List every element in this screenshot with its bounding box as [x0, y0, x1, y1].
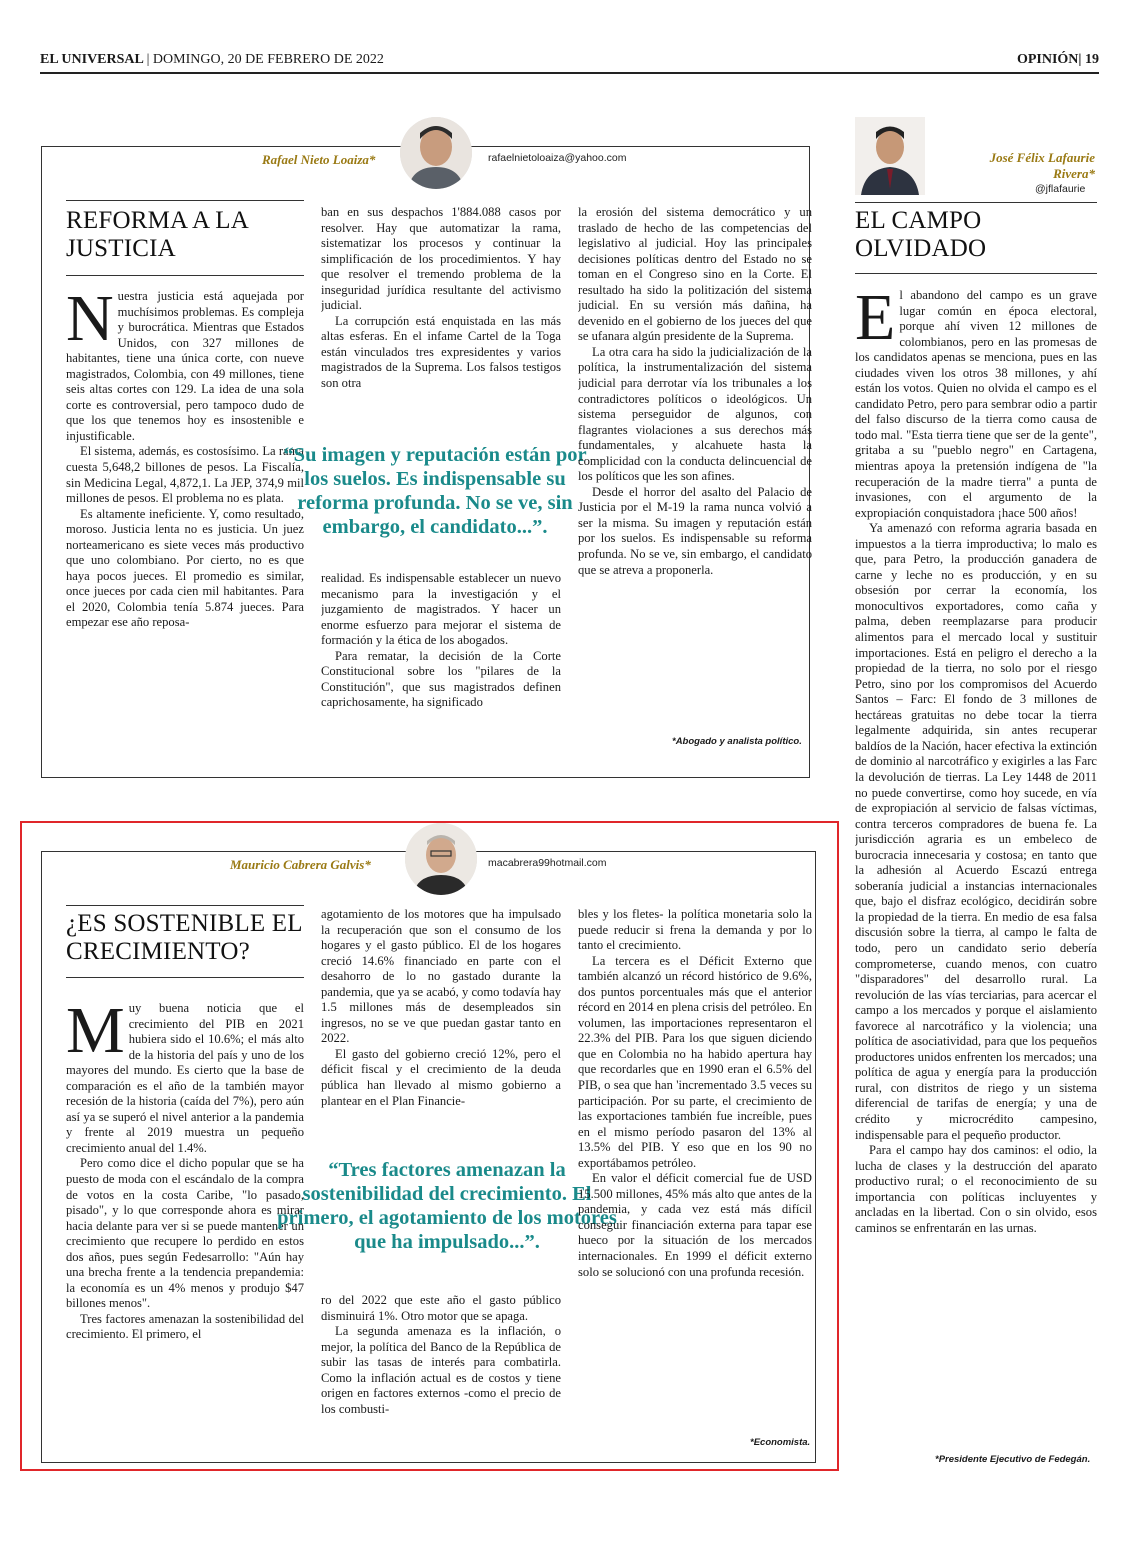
title-rule-1b: [66, 275, 304, 276]
author-name-2: Mauricio Cabrera Galvis*: [230, 857, 371, 872]
title-rule-2b: [66, 977, 304, 978]
masthead: EL UNIVERSAL | DOMINGO, 20 DE FEBRERO DE 2022: [40, 52, 384, 67]
title-rule-3b: [855, 273, 1097, 274]
author-photo-2: [405, 823, 477, 895]
paper-name: EL UNIVERSAL: [40, 52, 144, 67]
article-2-column-2b: ro del 2022 que este año el gasto público disminuirá 1%. Otro motor que se apaga. La segunda amenaza es la inflación, o mejor, la política del Banco de la República de subir las tasas de interés para combatirla. Como la inflación actual es de costos y tiene origen en factores externos -como el precio de los combusti-: [321, 1293, 561, 1416]
title-rule-1: [66, 200, 304, 201]
author-bio-2: *Economista.: [750, 1437, 811, 1448]
author-photo-1: [400, 117, 472, 189]
article-3-column: E l abandono del campo es un grave lugar común en época electoral, porque ahí viven 12 millones de colombianos, pero en las promesas de los candidatos apenas se menciona, pues en las ciudades viven los otros 38 millones, y ahí están los votos. Quien no olvida el campo es el candidato Petro, pero para sembrar odio a partir del falso discurso de la tierra como causa de todo mal. "Esta tierra tiene que ser de la gente", gritaba a su "pueblo negro" en Cartagena, mientras apoya la pretensión indígena de "la recuperación de la madre tierra" a punta de invasiones, con el argumento de la expropiación conquistadora ¡hace 500 años! Ya amenazó con reforma agraria basada en impuestos a la tierra improductiva; lo malo es que, para Petro, la producción ganadera de carne y leche no es producción, y en su obsesión por cerrar la economía, los monocultivos exportadores, como caña y palma, deben reemplazarse para producir alimentos para el mercado local y sustituir importaciones. Está en peligro el derecho a la propiedad de la tierra, no solo por el riesgo Petro, sino por los compromisos del Acuerdo Santos – Farc: El fondo de 3 millones de hectáreas gratuitas no debe tocar la tierra legalmente adquirida, sin antes recuperar baldíos de la Nación, hacer efectiva la extinción de dominio al narcotráfico y exigirles a las Farc la devolución de tierras. La Ley 1448 de 2011 no puede convertirse, como hoy sucede, en vía de expropiación al servicio de falsas víctimas, contra terceros compradores de buena fe. La jurisdicción agraria es un embeleco de burocracia innecesaria y costosa; en tanto que la adhesión al Acuerdo Escazú entrega soberanía judicial a instancias internacionales que, bajo el disfraz ecológico, decidirán sobre la propiedad de la tierra. En medio de esa falsa discusión sobre la tierra, al campo le falta de todo, pero un candidato serio debería comprometerse, cuando menos, con cuatro "disparadores" del desarrollo rural. La revolución de las vías terciarias, para acercar el campo a los mercados y porque el aislamiento favorece al narcotráfico y la violencia; una política de asociatividad, para que los pequeños productores unidos enfrenten los mercados; una política de agua y energía para la producción rural, con distritos de riego y un sistema diferencial de tarifas de energía; y una de crédito y microcrédito campesino, indispensable para el pequeño productor. Para el campo hay dos caminos: el odio, la lucha de clases y la destrucción del aparato productivo rural; o el reconocimiento de su importancia con políticas incluyentes y ancladas en la libertad. Con o sin olvido, esos caminos se enfrentarán en las urnas.: [855, 288, 1097, 1235]
page-number: OPINIÓN| 19: [1016, 52, 1099, 67]
author-bio-3: *Presidente Ejecutivo de Fedegán.: [935, 1454, 1091, 1465]
article-1-column-1: N uestra justicia está aquejada por muchísimos problemas. Es compleja y burocrática. Mientras que Estados Unidos, con 327 millones de habitantes, tiene una única corte, con nueve magistrados, Colombia, con 49 millones, tiene seis altas cortes con 129. La idea de una sola corte es controversial, pero tampoco dudo de que los que tenemos hoy es insostenible e injustificable. El sistema, además, es costosísimo. La rama cuesta 5,648,2 billones de pesos. La Fiscalía, sin Medicina Legal, 4,872,1. La JEP, 374,9 mil millones de pesos. El problema no es plata. Es altamente ineficiente. Y, como resultado, moroso. Justicia lenta no es justicia. Un juez norteamericano es siete veces más productivo que uno colombiano. Por cierto, no es que haya pocos jueces. El promedio es similar, once jueces por cada cien mil habitantes. Para el 2020, Colombia tenía 5.874 jueces. Para empezar ese año reposa-: [66, 289, 304, 630]
author-bio-1: *Abogado y analista político.: [672, 736, 802, 747]
article-2-column-2a: agotamiento de los motores que ha impulsado la recuperación que son el consumo de los hogares y el gasto público. El de los hogares creció 14.6% financiado en parte con el desahorro de lo no gastado durante la pandemia, que ya se acabó, y como todavía hay 1.5 millones más de desempleados sin ingresos, no se ve que puedan gastar tanto en 2022. El gasto del gobierno creció 12%, pero el déficit fiscal y el crecimiento de la deuda pública han llevado al mismo gobierno a plantear en el Plan Financie-: [321, 907, 561, 1108]
title-rule-2: [66, 905, 304, 906]
article-2-column-3: bles y los fletes- la política monetaria solo la puede reducir si frena la demanda y por lo tanto el crecimiento. La tercera es el Déficit Externo que también alcanzó un récord histórico de 9.6%, dos puntos porcentuales más que el anterior récord en 2014 en plena crisis del petróleo. En volumen, las importaciones representaron el 22.3% del PIB. Para los que siguen diciendo que en Colombia no ha habido apertura hay que recordarles que en 1990 eran el 6.5% del PIB, o sea que han 'incrementado 3.5 veces su participación. Por su parte, el crecimiento de las exportaciones también fue increíble, pues en el mismo período pasaron del 13% al 13.5% del PIB. Y eso que en los 90 no exportábamos petróleo. En valor el déficit comercial fue de USD 15.500 millones, 45% más alto que antes de la pandemia, y cada vez está más difícil conseguir financiación externa para tapar ese hueco por la situación de los mercados internacionales. En 1999 el déficit externo solo se solucionó con una profunda recesión.: [578, 907, 812, 1279]
article-title-2: ¿ES SOSTENIBLE EL CRECIMIENTO?: [66, 910, 302, 965]
pull-quote-2: “Tres factores amenazan la sostenibilidad del crecimiento. El primero, el agotamiento de los motores que ha impulsado...”.: [277, 1159, 617, 1253]
drop-cap: M: [66, 1001, 125, 1067]
header-rule: [40, 72, 1099, 74]
article-1-column-2b: realidad. Es indispensable establecer un nuevo mecanismo para la investigación y el juzgamiento de magistrados. Y hacer un enorme esfuerzo para mejorar el sistema de formación y la ética de los abogados. Para rematar, la decisión de la Corte Constitucional sobre los "pilares de la Constitución", que sus magistrados definen caprichosamente, ha significado: [321, 571, 561, 710]
author-name-3: José Félix Lafaurie Rivera*: [989, 150, 1095, 181]
article-2-column-1: M uy buena noticia que el crecimiento del PIB en 2021 hubiera sido el 10.6%; el más alto de la historia del país y uno de los mayores del mundo. Es cierto que la base de comparación es el año de la también mayor recesión de la historia (caída del 7%), pero aún así ya se superó el nivel anterior a la pandemia y frente al 2019 muestra un pequeño crecimiento anual del 1.4%. Pero como dice el dicho popular que se ha puesto de moda con el escándalo de la compra de votos en la costa Caribe, "lo pasado, pisado", y lo que corresponde ahora es mirar hacia delante para ver si se puede mantener un crecimiento que recupere lo perdido en estos dos años, pues según Fedesarrollo: "Aún hay una brecha frente a la tendencia prepandemia: la economía es un 4% menos y produjo $47 billones menos". Tres factores amenazan la sostenibilidad del crecimiento. El primero, el: [66, 1001, 304, 1342]
drop-cap: N: [66, 289, 114, 355]
article-1-column-3: la erosión del sistema democrático y un traslado de hecho de las competencias del legislativo al judicial. Hoy las principales decisiones políticas dentro del Estado no se toman en el Congreso sino en la Corte. El resultado ha sido la politización del sistema judicial. En su versión más dañina, ha devenido en el gobierno de los jueces del que se ufanara algún presidente de la Suprema. La otra cara ha sido la judicialización de la política, la instrumentalización del sistema judicial para derrotar vía los tribunales a los contradictores políticos o ideológicos. Un sistema perseguidor de algunos, con flagrantes violaciones a sus derechos más fundamentales, y alcahuete hasta la complicidad con la conducta delincuencial de los políticos que les son afines. Desde el horror del asalto del Palacio de Justicia por el M-19 la rama nunca volvió a ser la misma. Su imagen y reputación están por los suelos. Es indispensable su reforma profunda. No se ve, sin embargo, el candidato que se atreva a proponerla.: [578, 205, 812, 577]
pull-quote-1: “Su imagen y reputación están por los suelos. Es indispensable su reforma profunda. No se ve, sin embargo, el candidato...”.: [283, 444, 587, 538]
author-photo-3: [855, 117, 925, 195]
author-name-1: Rafael Nieto Loaiza*: [262, 152, 376, 167]
author-email-2[interactable]: macabrera99hotmail.com: [488, 857, 607, 869]
article-1-column-2a: ban en sus despachos 1'884.088 casos por resolver. Hay que automatizar la rama, sistematizar los procesos y continuar la simplificación de los procedimientos. Y hay que resolver el tremendo problema de la inseguridad jurídica resultante del activismo judicial. La corrupción está enquistada en las más altas esferas. En el infame Cartel de la Toga están vinculados tres expresidentes y varios magistrados de la Suprema. Los falsos testigos son otra: [321, 205, 561, 391]
issue-date: DOMINGO, 20 DE FEBRERO DE 2022: [152, 52, 384, 67]
author-email-1[interactable]: rafaelnietoloaiza@yahoo.com: [488, 152, 627, 164]
author-handle-3[interactable]: @jflafaurie: [1035, 183, 1086, 195]
drop-cap: E: [855, 288, 896, 354]
article-title-1: REFORMA A LA JUSTICIA: [66, 207, 248, 262]
article-title-3: EL CAMPO OLVIDADO: [855, 207, 987, 262]
title-rule-3: [855, 202, 1097, 203]
